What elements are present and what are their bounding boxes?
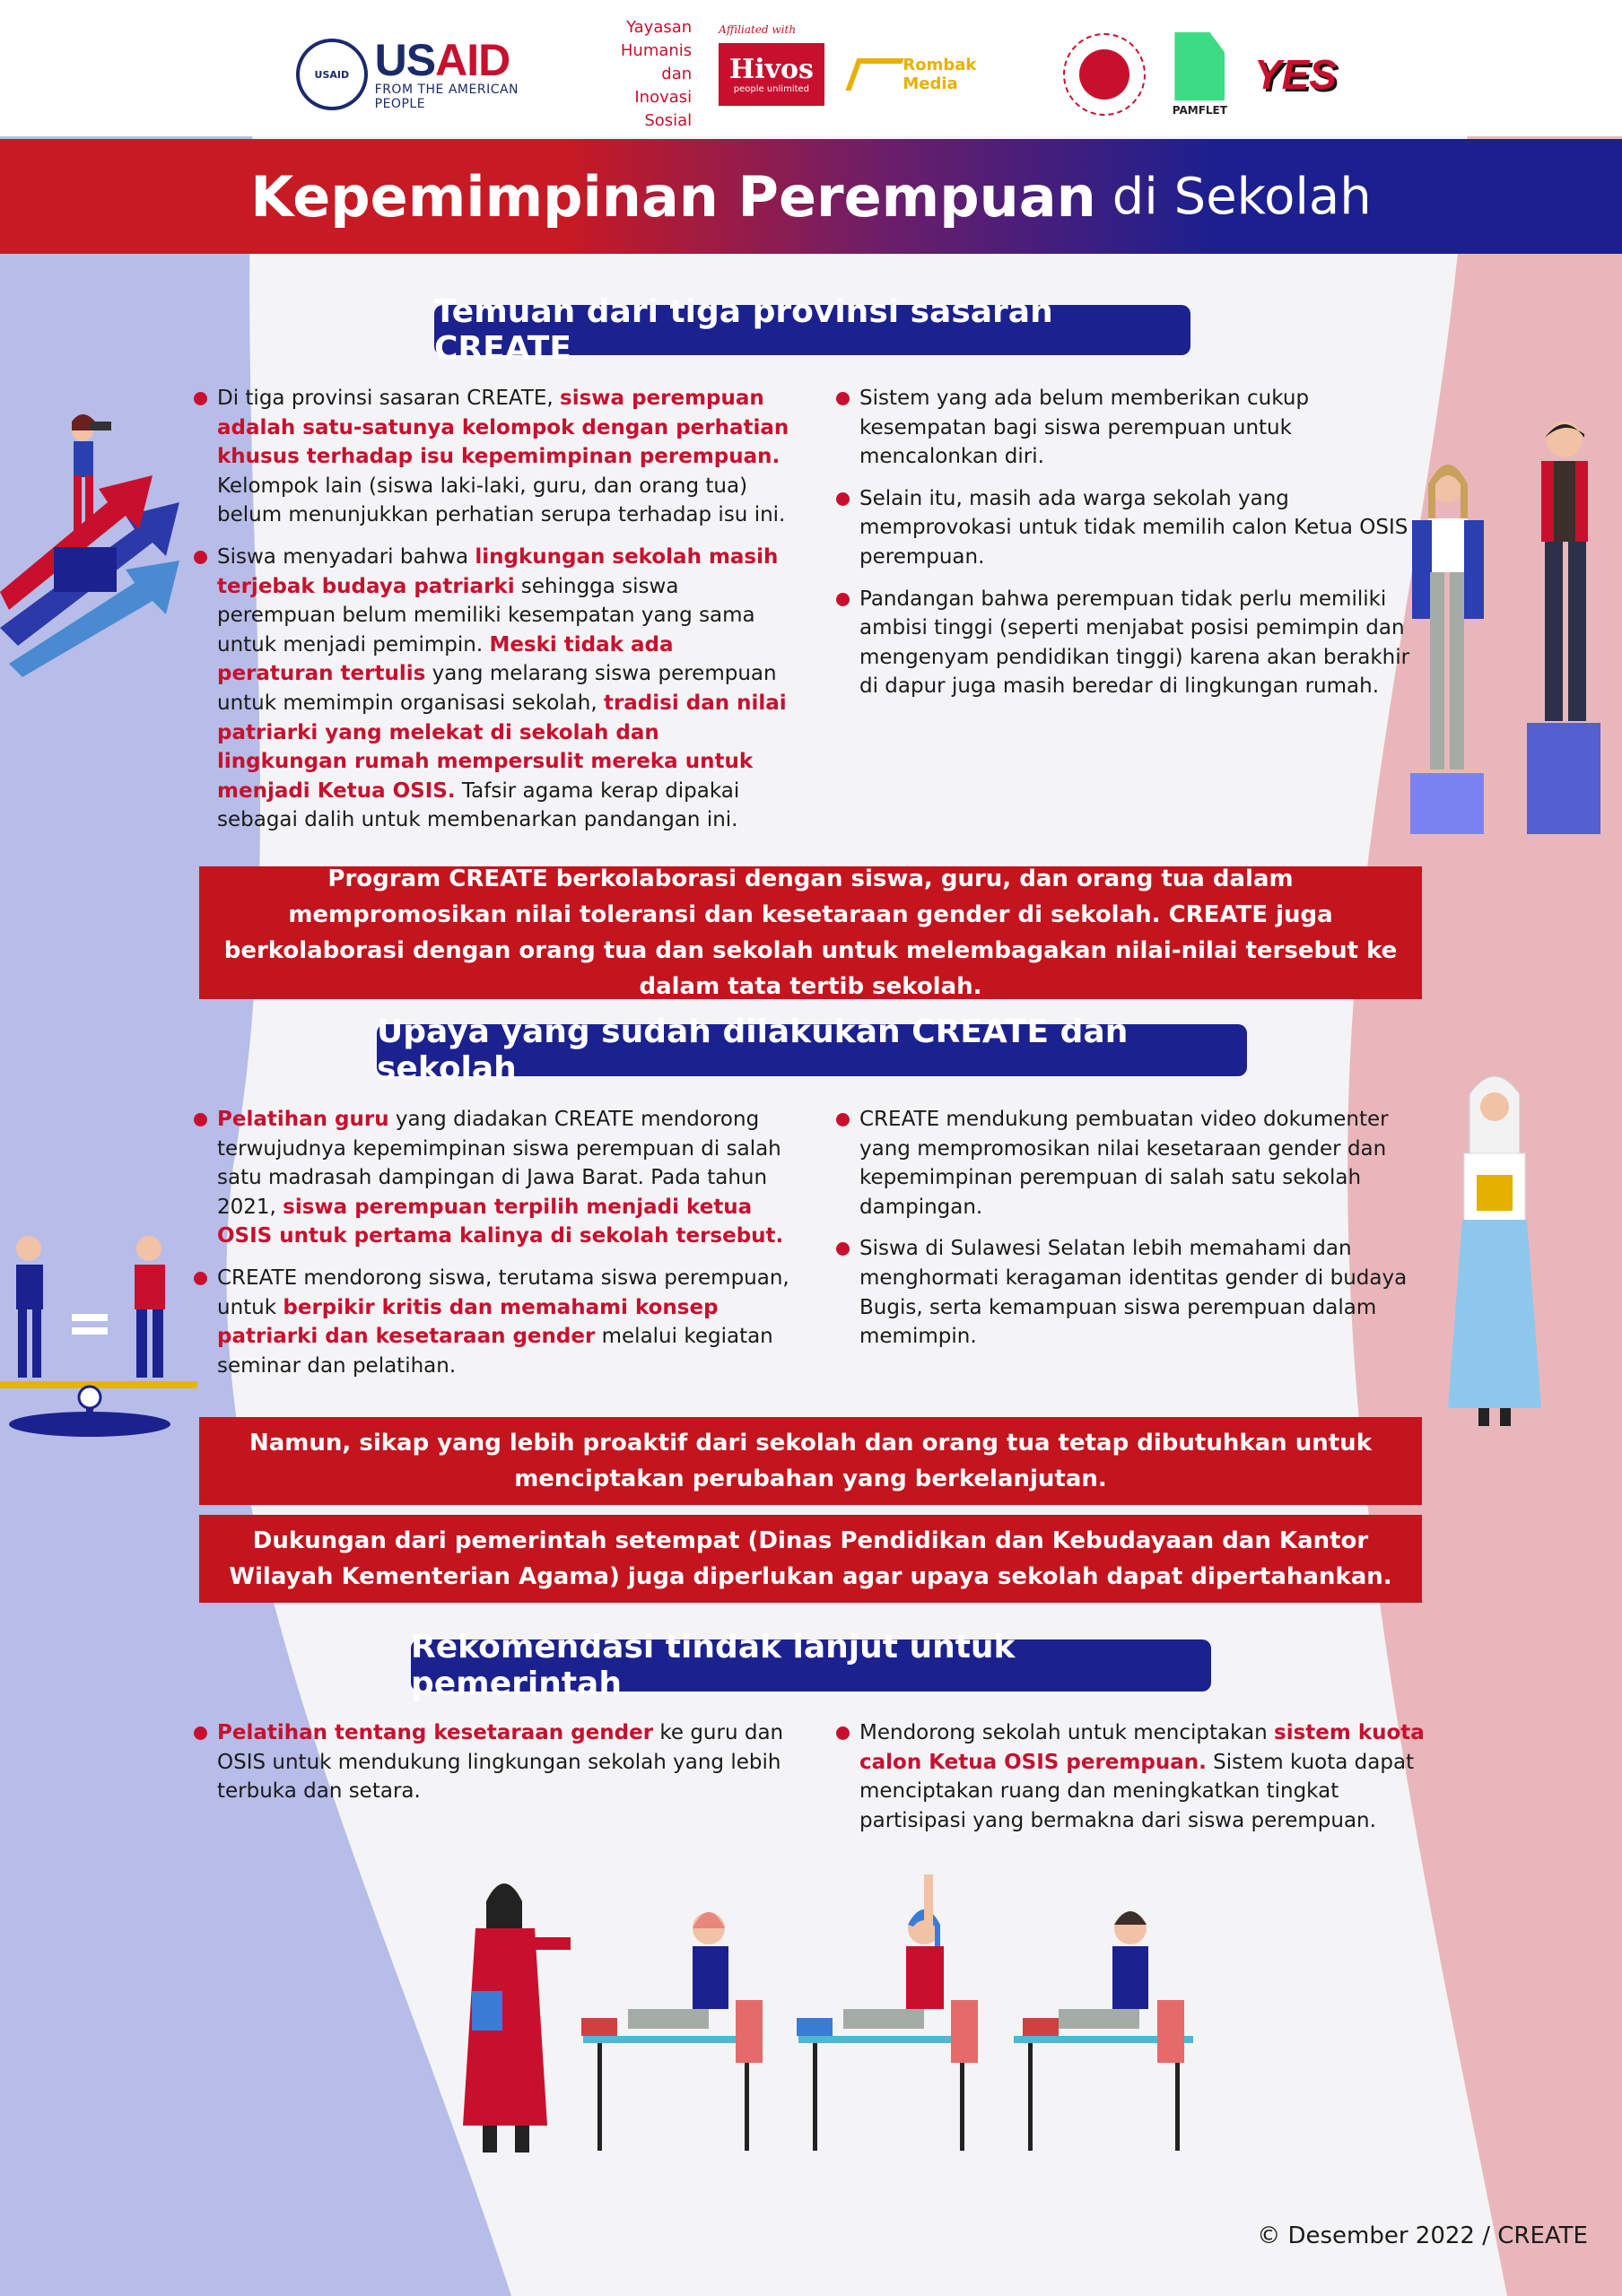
circle-bird-logo-icon xyxy=(1063,33,1146,116)
section-heading-recommendations: Rekomendasi tindak lanjut untuk pemerintah xyxy=(411,1639,1211,1692)
bullet-item xyxy=(859,1105,1416,1222)
highlight-text: sistem kuota calon Ketua OSIS perempuan. xyxy=(859,1721,1425,1774)
findings-right-column xyxy=(859,384,1416,714)
bullet-item xyxy=(859,1718,1434,1835)
partner-logos xyxy=(296,18,1337,130)
bullet-item xyxy=(859,484,1416,572)
highlight-text: Pelatihan tentang kesetaraan gender xyxy=(217,1721,654,1744)
highlight-text: tradisi dan nilai patriarki yang melekat di sekolah dan lingkungan rumah mempersulit mereka untuk menjadi Ketua OSIS. xyxy=(217,691,787,803)
bullet-dot-icon xyxy=(836,593,850,606)
bullet-item xyxy=(859,384,1416,472)
body-text: Selain itu, masih ada warga sekolah yang memprovokasi untuk tidak memilih calon Ketua OSIS perempuan. xyxy=(859,486,1408,569)
classroom-illustration xyxy=(440,1874,1229,2170)
efforts-left-column xyxy=(217,1105,791,1393)
girl-binoculars-arrows-illustration xyxy=(0,395,206,682)
bullet-item xyxy=(217,543,791,835)
body-text: melalui kegiatan seminar dan pelatihan. xyxy=(217,1325,773,1378)
section-heading-findings: Temuan dari tiga provinsi sasaran CREATE xyxy=(434,305,1190,355)
bullet-dot-icon xyxy=(194,1113,207,1126)
bullet-item xyxy=(217,1264,791,1380)
title-banner xyxy=(0,139,1622,254)
body-text: CREATE mendorong siswa, terutama siswa perempuan, untuk xyxy=(217,1265,789,1319)
bullet-dot-icon xyxy=(836,1113,850,1126)
bullet-item xyxy=(859,1234,1416,1351)
efforts-right-column xyxy=(859,1105,1416,1364)
bullet-dot-icon xyxy=(836,1726,850,1740)
yayasan-logo-text: Yayasan Humanis dan Inovasi Sosial xyxy=(620,18,693,130)
body-text: Kelompok lain (siswa laki-laki, guru, dan orang tua) belum menunjukkan perhatian serupa terhadap isu ini. xyxy=(217,474,786,527)
body-text: ke guru dan OSIS untuk mendukung lingkungan sekolah yang lebih terbuka dan setara. xyxy=(217,1721,784,1804)
bullet-item xyxy=(859,585,1416,701)
bullet-dot-icon xyxy=(836,392,850,405)
body-text: Siswa di Sulawesi Selatan lebih memahami dan menghormati keragaman identitas gender di budaya Bugis, serta kemampuan siswa perempuan dalam memimpin. xyxy=(859,1237,1408,1349)
usaid-logo xyxy=(296,35,572,111)
hivos-logo: Affiliated with Hivos people unlimited xyxy=(719,43,824,106)
highlight-text: siswa perempuan terpilih menjadi ketua OSIS untuk pertama kalinya di sekolah tersebut. xyxy=(217,1195,784,1248)
recommendations-right-column xyxy=(859,1718,1434,1848)
page-title-suffix: di Sekolah xyxy=(1112,167,1372,226)
footer-copyright: © Desember 2022 / CREATE xyxy=(1257,2222,1588,2249)
body-text: Siswa menyadari bahwa xyxy=(217,544,475,569)
callout-government-support: Dukungan dari pemerintah setempat (Dinas Pendidikan dan Kebudayaan dan Kantor Wilayah Kementerian Agama) juga diperlukan agar upaya sekolah dapat dipertahankan. xyxy=(199,1515,1422,1603)
highlight-text: berpikir kritis dan memahami konsep patriarki dan kesetaraan gender xyxy=(217,1295,719,1349)
recommendations-left-column xyxy=(217,1718,791,1819)
bullet-item xyxy=(217,1105,791,1251)
findings-left-column xyxy=(217,384,791,848)
callout-proactive: Namun, sikap yang lebih proaktif dari sekolah dan orang tua tetap dibutuhkan untuk menciptakan perubahan yang berkelanjutan. xyxy=(199,1417,1422,1505)
balance-scale-illustration xyxy=(0,1229,206,1444)
body-text: Sistem kuota dapat menciptakan ruang dan meningkatkan tingkat partisipasi yang bermakna dari siswa perempuan. xyxy=(859,1750,1415,1832)
body-text: Tafsir agama kerap dipakai sebagai dalih untuk membenarkan pandangan ini. xyxy=(217,778,740,832)
body-text: yang diadakan CREATE mendorong terwujudnya kepemimpinan siswa perempuan di salah satu madrasah dampingan di Jawa Barat. Pada tahun 2021, xyxy=(217,1108,781,1219)
pamflet-sheet-icon xyxy=(1174,32,1225,100)
two-students-podium-illustration xyxy=(1392,413,1622,834)
hijab-student-illustration xyxy=(1443,1067,1547,1435)
usaid-subtitle: FROM THE AMERICAN PEOPLE xyxy=(374,83,519,111)
bullet-dot-icon xyxy=(836,1242,850,1256)
body-text: CREATE mendukung pembuatan video dokumenter yang mempromosikan nilai kesetaraan gender dan kepemimpinan perempuan di salah satu sekolah dampingan. xyxy=(859,1108,1389,1219)
highlight-text: Meski tidak ada peraturan tertulis xyxy=(217,632,674,686)
body-text: sehingga siswa perempuan belum memiliki kesempatan yang sama untuk menjadi pemimpin. xyxy=(217,574,755,657)
bullet-item xyxy=(217,1718,791,1806)
usaid-seal-icon: USAID xyxy=(296,39,368,110)
callout-program-create: Program CREATE berkolaborasi dengan siswa, guru, dan orang tua dalam mempromosikan nilai toleransi dan kesetaraan gender di sekolah. CREATE juga berkolaborasi dengan orang tua dan sekolah untuk melembagakan nilai-nilai tersebut ke dalam tata tertib sekolah. xyxy=(199,866,1422,999)
page-title: Kepemimpinan Perempuan xyxy=(250,163,1096,230)
body-text: Pandangan bahwa perempuan tidak perlu memiliki ambisi tinggi (seperti menjabat posisi pemimpin dan mengenyam pendidikan tinggi) karena akan berakhir di dapur juga masih beredar di lingkungan rumah. xyxy=(859,587,1410,699)
body-text: Sistem yang ada belum memberikan cukup kesempatan bagi siswa perempuan untuk mencalonkan diri. xyxy=(859,387,1310,469)
bullet-item xyxy=(217,384,791,530)
pamflet-logo: PAMFLET xyxy=(1173,32,1227,117)
rombak-mark-icon xyxy=(845,58,903,91)
highlight-text: siswa perempuan adalah satu-satunya kelompok dengan perhatian khusus terhadap isu kepemimpinan perempuan. xyxy=(217,387,789,469)
highlight-text: Pelatihan guru xyxy=(217,1108,389,1131)
usaid-word-aid: AID xyxy=(435,35,510,85)
body-text: yang melarang siswa perempuan untuk memimpin organisasi sekolah, xyxy=(217,662,777,715)
highlight-text: lingkungan sekolah masih terjebak budaya patriarki xyxy=(217,544,779,598)
bullet-dot-icon xyxy=(836,492,850,506)
body-text: Mendorong sekolah untuk menciptakan xyxy=(859,1721,1274,1744)
bullet-dot-icon xyxy=(194,1726,207,1740)
yes-logo: YES xyxy=(1253,51,1337,98)
body-text: Di tiga provinsi sasaran CREATE, xyxy=(217,387,561,410)
rombak-media-logo: Rombak Media xyxy=(851,56,1037,93)
section-heading-efforts: Upaya yang sudah dilakukan CREATE dan sekolah xyxy=(377,1024,1247,1076)
usaid-word-us: US xyxy=(374,35,436,85)
